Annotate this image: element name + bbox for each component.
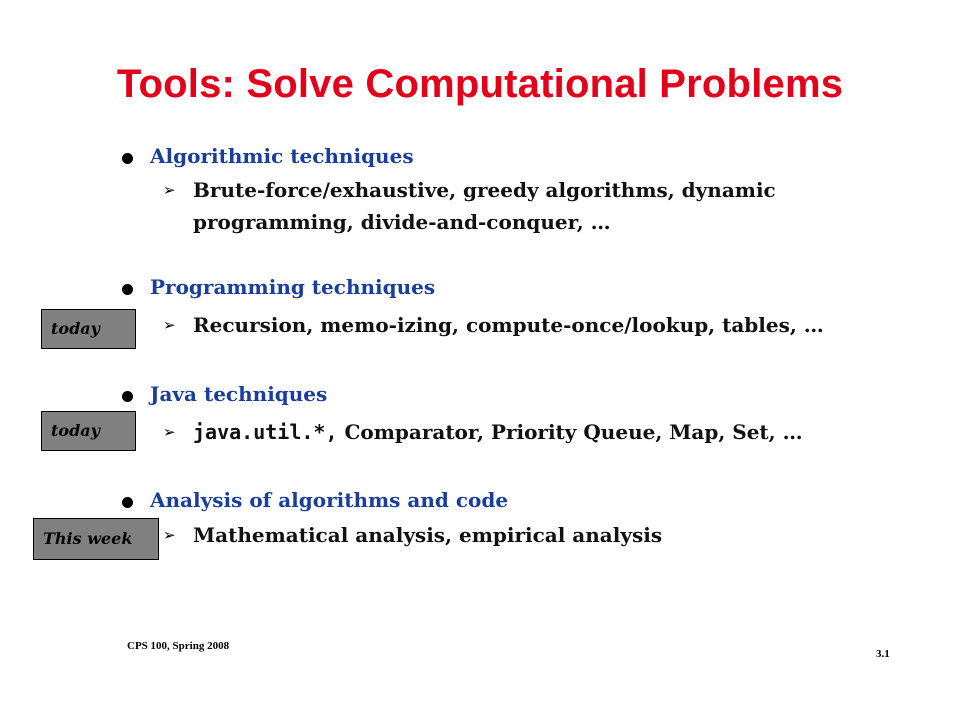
arrow-bullet-icon: ➢ xyxy=(163,181,176,199)
arrow-bullet-icon: ➢ xyxy=(163,526,176,544)
section-detail-java xyxy=(193,416,803,448)
tag-this-week-analysis: This week xyxy=(33,518,159,560)
section-heading-algorithmic: Algorithmic techniques xyxy=(150,144,414,168)
bullet-icon xyxy=(122,284,133,295)
bullet-icon xyxy=(122,153,133,164)
section-heading-java: Java techniques xyxy=(150,382,328,406)
java-detail-text: Comparator, Priority Queue, Map, Set, … xyxy=(337,420,803,444)
section-detail-algorithmic-line2: programming, divide-and-conquer, … xyxy=(193,210,611,234)
tag-today-java: today xyxy=(41,411,136,451)
arrow-bullet-icon: ➢ xyxy=(163,316,176,334)
bullet-icon xyxy=(122,497,133,508)
section-detail-analysis: Mathematical analysis, empirical analysis xyxy=(193,523,663,547)
section-heading-programming: Programming techniques xyxy=(150,275,436,299)
footer-course: CPS 100, Spring 2008 xyxy=(127,640,230,652)
section-heading-analysis: Analysis of algorithms and code xyxy=(150,488,509,512)
tag-today-programming: today xyxy=(41,309,136,349)
slide-title: Tools: Solve Computational Problems xyxy=(116,62,844,106)
section-detail-algorithmic-line1: Brute-force/exhaustive, greedy algorithms, dynamic xyxy=(193,178,776,202)
java-util-code: java.util.*, xyxy=(193,420,338,444)
section-detail-programming: Recursion, memo-izing, compute-once/lookup, tables, … xyxy=(193,313,824,337)
arrow-bullet-icon: ➢ xyxy=(163,423,176,441)
bullet-icon xyxy=(122,391,133,402)
footer-page-number: 3.1 xyxy=(876,648,890,660)
